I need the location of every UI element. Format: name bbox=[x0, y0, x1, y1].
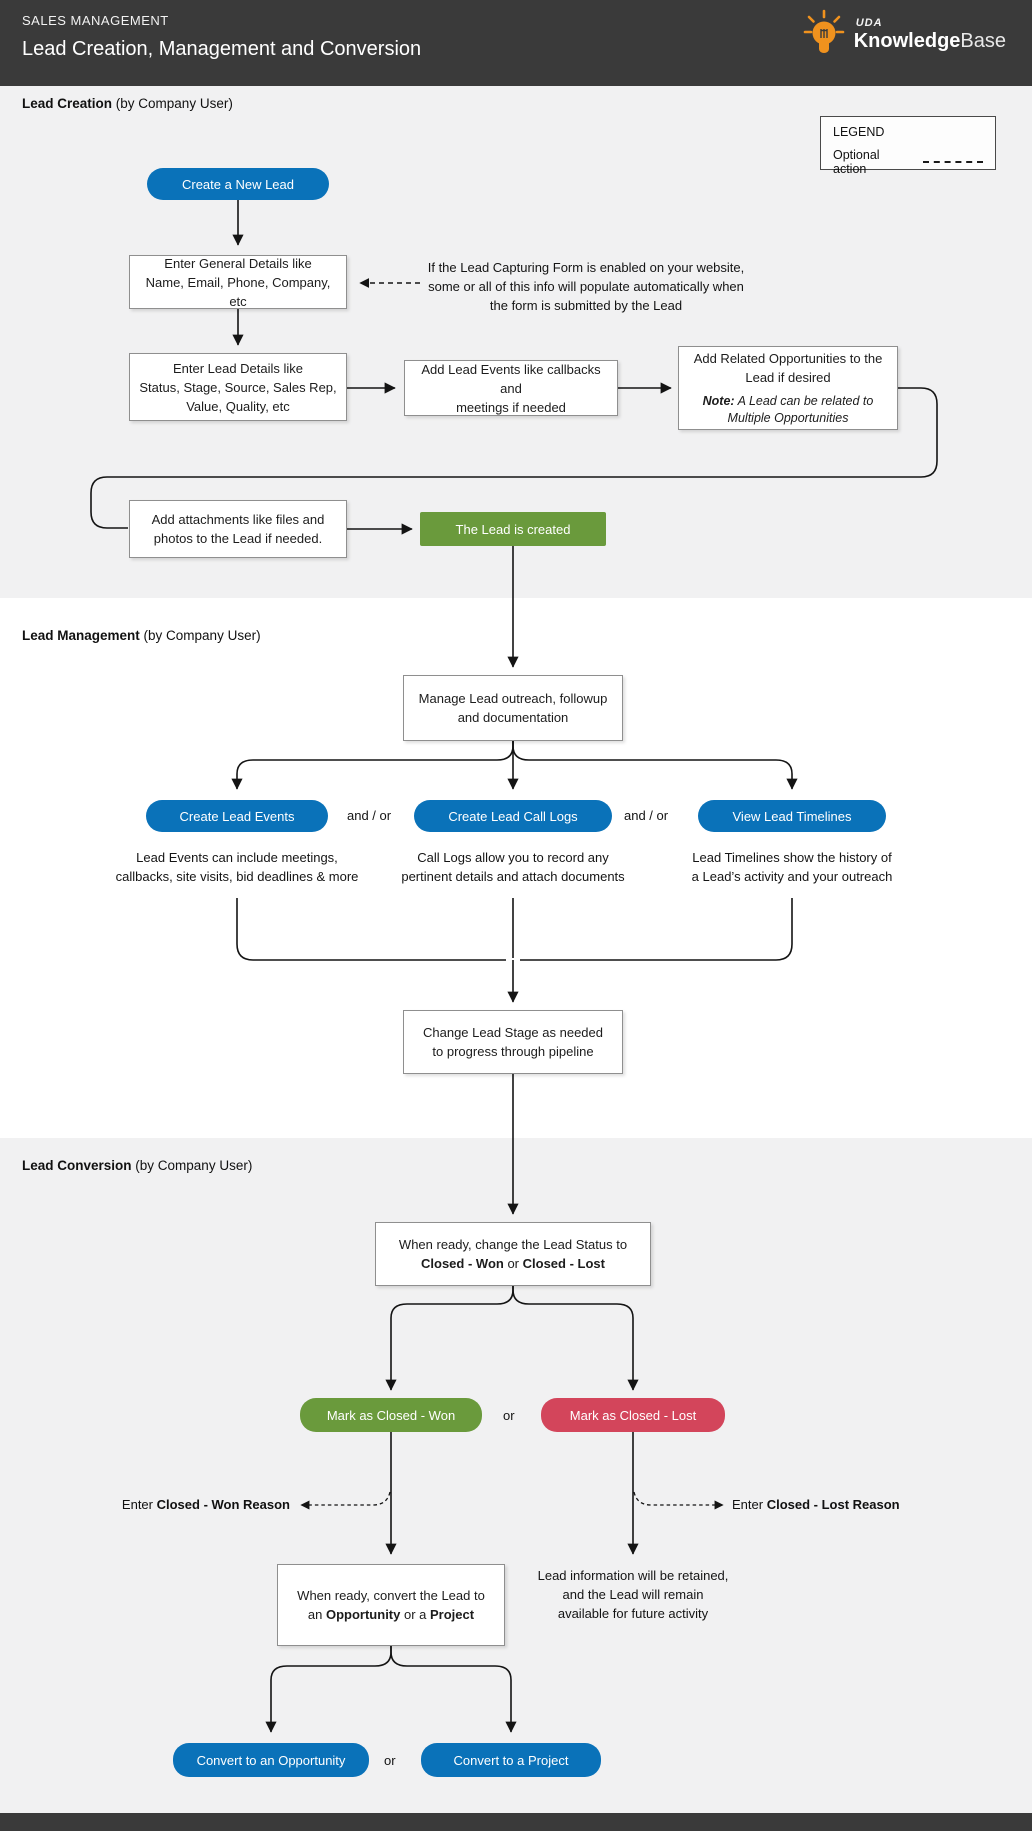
arrow-status-split-left bbox=[391, 1286, 513, 1390]
change-stage-node: Change Lead Stage as needed to progress through pipeline bbox=[403, 1010, 623, 1074]
call-logs-caption: Call Logs allow you to record any pertinent details and attach documents bbox=[401, 850, 625, 884]
convert-opportunity-node: Convert to an Opportunity bbox=[173, 1743, 369, 1777]
wire-merge-left bbox=[237, 898, 506, 960]
page-title: Lead Creation, Management and Conversion bbox=[22, 38, 422, 60]
view-timelines-node: View Lead Timelines bbox=[698, 800, 886, 832]
legend-optional-label: Optional action bbox=[833, 148, 880, 176]
create-new-lead-node: Create a New Lead bbox=[147, 168, 329, 200]
or-label-bottom: or bbox=[384, 1753, 396, 1768]
logo-knowledge: Knowledge bbox=[853, 29, 961, 52]
logo-base: Base bbox=[960, 29, 1006, 52]
lost-reason-label: Enter Closed - Lost Reason bbox=[732, 1497, 900, 1512]
mark-closed-won-node: Mark as Closed - Won bbox=[300, 1398, 482, 1432]
mark-closed-lost-node: Mark as Closed - Lost bbox=[541, 1398, 725, 1432]
convert-lead-node: When ready, convert the Lead to an Opportunity or a Project bbox=[277, 1564, 505, 1646]
create-call-logs-node: Create Lead Call Logs bbox=[414, 800, 612, 832]
lead-events-caption: Lead Events can include meetings, callbacks, site visits, bid deadlines & more bbox=[115, 850, 359, 884]
lead-details-node: Enter Lead Details like Status, Stage, Source, Sales Rep, Value, Quality, etc bbox=[129, 353, 347, 421]
lead-conversion-label: Lead Conversion (by Company User) bbox=[22, 1158, 253, 1173]
manage-outreach-node: Manage Lead outreach, followup and documentation bbox=[403, 675, 623, 741]
general-details-node: Enter General Details like Name, Email, Phone, Company, etc bbox=[129, 255, 347, 309]
attachments-node: Add attachments like files and photos to the Lead if needed. bbox=[129, 500, 347, 558]
arrow-manage-split-left bbox=[237, 741, 513, 789]
related-opportunities-node: Add Related Opportunities to the Lead if desired Note: A Lead can be related to Multiple Opportunities bbox=[678, 346, 898, 430]
wire-merge-right bbox=[520, 898, 792, 960]
change-status-node: When ready, change the Lead Status to Closed - Won or Closed - Lost bbox=[375, 1222, 651, 1286]
legend-title: LEGEND bbox=[833, 125, 885, 139]
arrow-convert-split-left bbox=[271, 1646, 391, 1732]
lead-events-node: Add Lead Events like callbacks and meetings if needed bbox=[404, 360, 618, 416]
lead-retained-note: Lead information will be retained, and the Lead will remain available for future activity bbox=[537, 1568, 729, 1621]
convert-project-node: Convert to a Project bbox=[421, 1743, 601, 1777]
or-label-mid: or bbox=[503, 1408, 515, 1423]
and-or-label-2: and / or bbox=[624, 808, 669, 823]
arrow-won-reason-dashed bbox=[301, 1492, 390, 1505]
arrow-lost-reason-dashed bbox=[634, 1492, 723, 1505]
and-or-label-1: and / or bbox=[347, 808, 392, 823]
lead-creation-label: Lead Creation (by Company User) bbox=[22, 96, 233, 111]
logo-uda: UDA bbox=[855, 16, 883, 29]
won-reason-label: Enter Closed - Won Reason bbox=[121, 1497, 290, 1512]
legend-box bbox=[820, 116, 996, 176]
arrow-convert-split-right bbox=[391, 1646, 511, 1732]
lead-management-label: Lead Management (by Company User) bbox=[22, 628, 261, 643]
lead-created-status: The Lead is created bbox=[420, 512, 606, 546]
timelines-caption: Lead Timelines show the history of a Lead’s activity and your outreach bbox=[691, 850, 893, 884]
create-lead-events-node: Create Lead Events bbox=[146, 800, 328, 832]
arrow-status-split-right bbox=[513, 1286, 633, 1390]
arrow-manage-split-right bbox=[513, 741, 792, 789]
header-eyebrow: SALES MANAGEMENT bbox=[22, 13, 169, 28]
optional-action-dash-sample bbox=[923, 161, 983, 163]
capture-form-note: If the Lead Capturing Form is enabled on your website, some or all of this info will populate automatically when the form is submitted by the Lead bbox=[427, 260, 745, 313]
